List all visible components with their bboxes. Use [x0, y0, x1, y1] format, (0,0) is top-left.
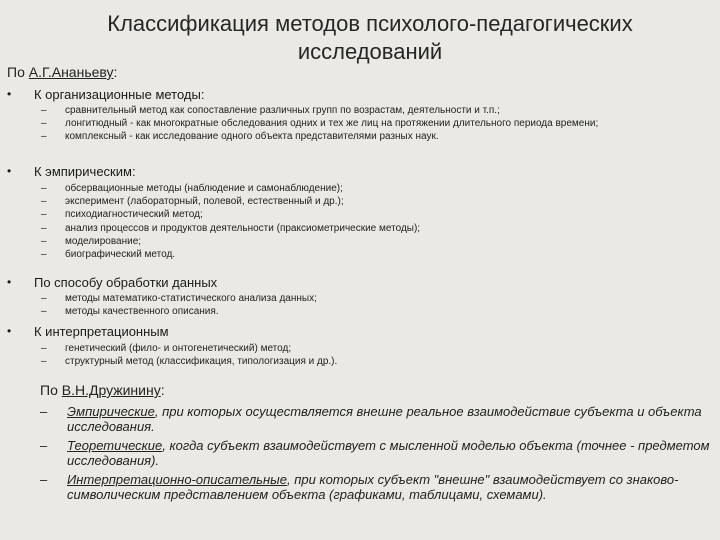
section-items — [7, 342, 707, 368]
dash-icon: – — [40, 404, 48, 419]
list-item — [7, 292, 707, 305]
list-item-text: лонгитюдный - как многократные обследования одних и тех же лиц на протяжении длительного периода времени; — [65, 118, 599, 130]
bullet-icon: • — [7, 275, 12, 289]
list-item — [7, 130, 707, 143]
section-heading — [7, 323, 707, 340]
section-heading — [7, 86, 707, 103]
list-item-text: анализ процессов и продуктов деятельности (праксиометрические методы); — [65, 222, 421, 234]
method-term: Интерпретационно-описательные — [67, 472, 287, 487]
list-item — [7, 355, 707, 368]
method-description: , при которых субъект "внешне" взаимодействует со знаково-символическим представлением объекта (графиками, таблицами, схемами). — [67, 472, 679, 502]
ananiev-name: А.Г.Ананьеву — [28, 64, 114, 80]
druzhinin-prefix: По — [40, 382, 62, 398]
list-item — [7, 195, 707, 208]
dash-icon: – — [41, 343, 47, 354]
list-item — [7, 104, 707, 117]
dash-icon: – — [41, 196, 47, 208]
ananiev-suffix: : — [113, 64, 118, 80]
dash-icon: – — [41, 306, 47, 318]
dash-icon: – — [41, 293, 47, 304]
list-item-text: биографический метод. — [65, 249, 176, 261]
section-heading-text: По способу обработки данных — [34, 275, 218, 290]
section-items — [7, 292, 707, 318]
section-items — [7, 182, 707, 261]
bullet-icon: • — [7, 324, 12, 338]
section-data-processing — [7, 274, 707, 318]
list-item-text: комплексный - как исследование одного объекта представителями разных наук. — [65, 131, 439, 143]
list-item — [40, 404, 710, 434]
section-interpretation — [7, 323, 707, 368]
list-item — [7, 182, 707, 195]
method-description: , при которых осуществляется внешне реальное взаимодействие субъекта и объекта исследования. — [67, 404, 702, 434]
section-items — [7, 104, 707, 144]
list-item — [7, 342, 707, 355]
list-item-text: генетический (фило- и онтогенетический) метод; — [65, 343, 292, 354]
list-item-text: психодиагностический метод; — [65, 209, 203, 221]
list-item — [40, 438, 710, 468]
section-heading — [7, 163, 707, 180]
druzhinin-suffix: : — [160, 382, 165, 398]
section-heading-text: К эмпирическим: — [34, 164, 136, 179]
dash-icon: – — [41, 249, 47, 261]
section-empirical — [7, 163, 707, 261]
dash-icon: – — [41, 222, 47, 234]
list-item-text: эксперимент (лабораторный, полевой, естественный и др.); — [65, 196, 344, 208]
list-item-text: методы математико-статистического анализа данных; — [65, 293, 317, 304]
method-term: Эмпирические — [67, 404, 155, 419]
dash-icon: – — [40, 438, 48, 453]
druzhinin-heading — [40, 382, 165, 398]
list-item — [7, 117, 707, 130]
bullet-icon: • — [7, 87, 12, 101]
list-item-text: методы качественного описания. — [65, 306, 219, 318]
page-title: Классификация методов психолого-педагогических исследований — [107, 11, 633, 64]
section-organizational — [7, 86, 707, 144]
dash-icon: – — [41, 118, 47, 130]
dash-icon: – — [41, 183, 47, 194]
list-item-text: обсервационные методы (наблюдение и самонаблюдение); — [65, 183, 343, 194]
method-description: , когда субъект взаимодействует с мысленной моделью объекта (точнее - предметом исследования). — [67, 438, 710, 468]
dash-icon: – — [41, 209, 47, 221]
section-heading — [7, 274, 707, 291]
list-item — [40, 472, 710, 502]
dash-icon: – — [41, 235, 47, 247]
dash-icon: – — [41, 131, 47, 143]
bullet-icon: • — [7, 164, 12, 178]
druzhinin-name: В.Н.Дружинину — [61, 382, 161, 398]
list-item — [7, 305, 707, 318]
list-item-text: сравнительный метод как сопоставление различных групп по возрастам, деятельности и т.п.; — [65, 105, 500, 116]
druzhinin-items — [40, 404, 710, 506]
list-item — [7, 208, 707, 221]
ananiev-heading — [7, 64, 117, 80]
list-item-text: моделирование; — [65, 235, 142, 247]
list-item — [7, 235, 707, 248]
section-heading-text: К интерпретационным — [34, 324, 169, 339]
dash-icon: – — [40, 472, 48, 487]
dash-icon: – — [41, 105, 47, 116]
list-item — [7, 248, 707, 261]
ananiev-prefix: По — [7, 64, 29, 80]
method-term: Теоретические — [67, 438, 163, 453]
dash-icon: – — [41, 356, 47, 368]
list-item-text: структурный метод (классификация, типологизация и др.). — [65, 356, 338, 368]
section-heading-text: К организационные методы: — [34, 87, 205, 102]
list-item — [7, 222, 707, 235]
